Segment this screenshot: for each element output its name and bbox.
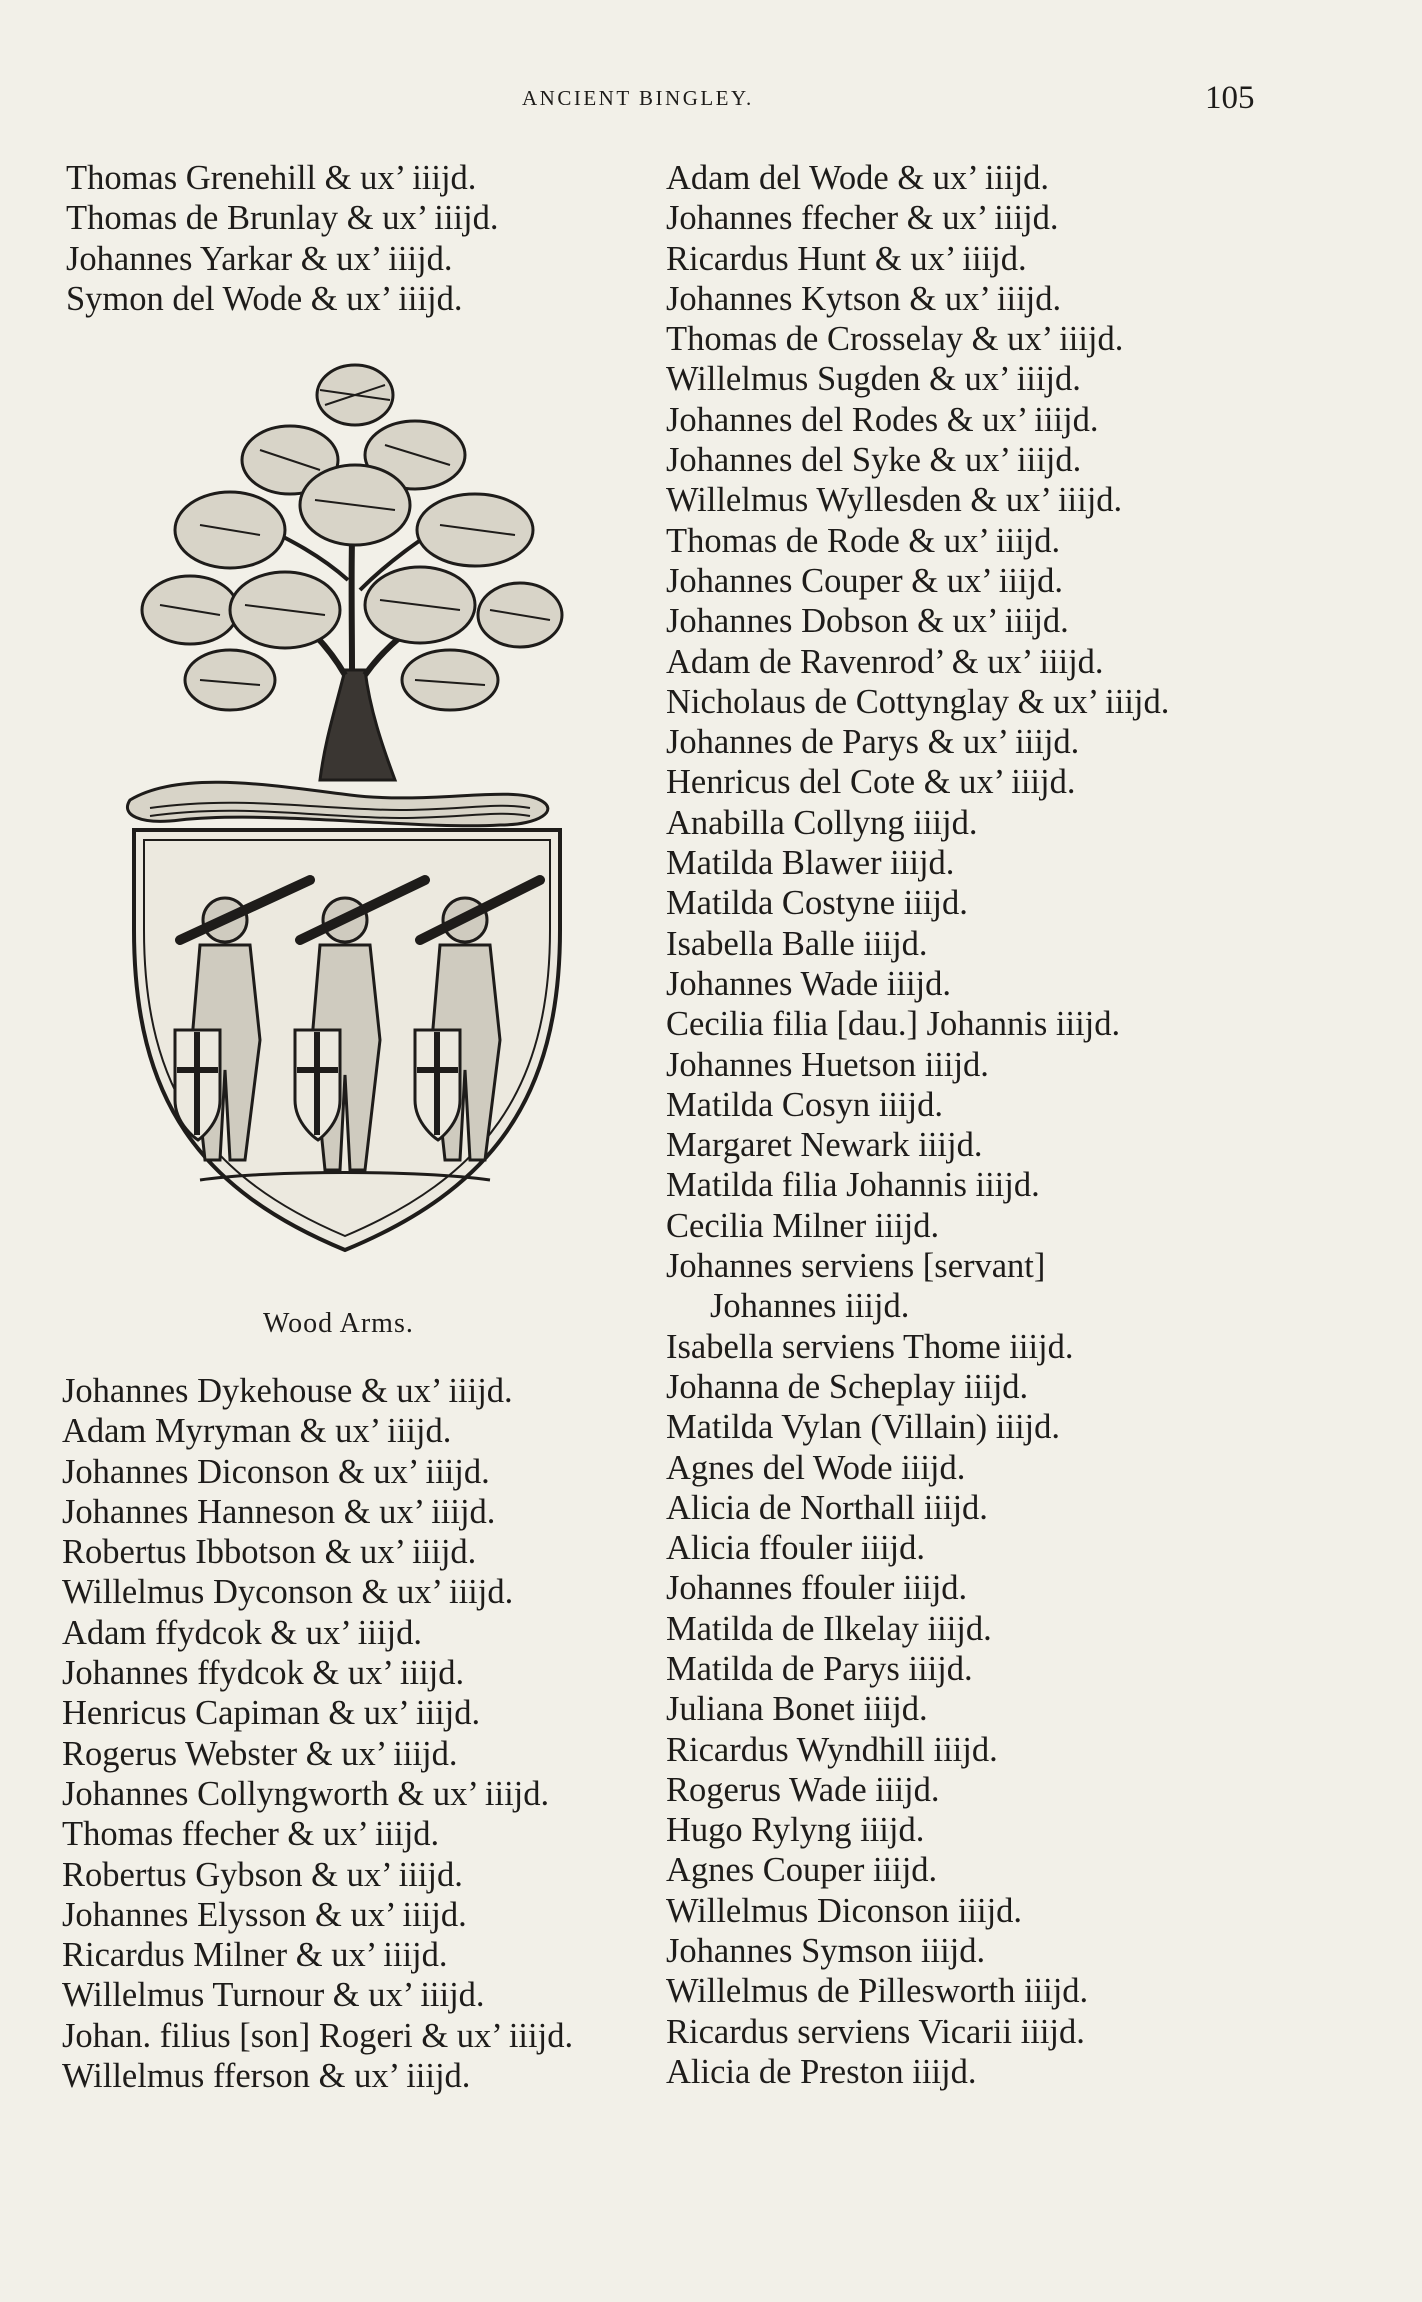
list-item: Matilda filia Johannis iiijd. (666, 1166, 1040, 1205)
list-item: Johannes Huetson iiijd. (666, 1045, 989, 1084)
list-item: Ricardus serviens Vicarii iiijd. (666, 2012, 1085, 2051)
list-item: Robertus Ibbotson & ux’ iiijd. (62, 1533, 477, 1572)
list-item: Johannes Elysson & ux’ iiijd. (62, 1895, 467, 1934)
list-item: Anabilla Collyng iiijd. (666, 803, 978, 842)
list-item: Isabella serviens Thome iiijd. (666, 1327, 1074, 1366)
list-item: Cecilia filia [dau.] Johannis iiijd. (666, 1005, 1121, 1044)
list-item: Johannes del Syke & ux’ iiijd. (666, 441, 1082, 480)
list-item: Matilda de Ilkelay iiijd. (666, 1609, 992, 1648)
list-item: Johannes de Parys & ux’ iiijd. (666, 723, 1080, 762)
list-item: Henricus del Cote & ux’ iiijd. (666, 763, 1076, 802)
list-item: Matilda de Parys iiijd. (666, 1649, 973, 1688)
figure-caption: Wood Arms. (263, 1308, 414, 1339)
running-title: ANCIENT BINGLEY. (522, 86, 754, 110)
page-number: 105 (1205, 80, 1255, 116)
list-item: Johannes Diconson & ux’ iiijd. (62, 1452, 490, 1491)
list-item: Thomas de Crosselay & ux’ iiijd. (666, 320, 1124, 359)
list-item: Johannes serviens [servant] (666, 1247, 1046, 1286)
list-item: Johannes Dobson & ux’ iiijd. (666, 602, 1069, 641)
list-item: Adam de Ravenrod’ & ux’ iiijd. (666, 642, 1104, 681)
coat-of-arms-illustration (120, 340, 590, 1350)
list-item: Johannes Hanneson & ux’ iiijd. (62, 1492, 496, 1531)
list-item: Matilda Blawer iiijd. (666, 844, 955, 883)
list-item: Ricardus Wyndhill iiijd. (666, 1730, 998, 1769)
list-item: Adam del Wode & ux’ iiijd. (666, 159, 1050, 197)
list-item: Ricardus Hunt & ux’ iiijd. (666, 239, 1027, 278)
list-item: Matilda Costyne iiijd. (666, 884, 968, 923)
list-item: Johannes ffecher & ux’ iiijd. (666, 199, 1059, 238)
list-item: Johannes iiijd. (710, 1287, 910, 1326)
list-item: Johannes Dykehouse & ux’ iiijd. (62, 1372, 513, 1410)
list-item: Ricardus Milner & ux’ iiijd. (62, 1936, 448, 1975)
list-item: Johannes Kytson & ux’ iiijd. (666, 279, 1062, 318)
tree-crest-icon (127, 365, 562, 826)
list-item: Johannes Symson iiijd. (666, 1932, 986, 1971)
list-item: Adam ffydcok & ux’ iiijd. (62, 1613, 422, 1652)
list-item: Willelmus de Pillesworth iiijd. (666, 1972, 1089, 2011)
list-item: Cecilia Milner iiijd. (666, 1206, 940, 1245)
list-item: Nicholaus de Cottynglay & ux’ iiijd. (666, 682, 1170, 721)
right-column-list (666, 158, 1169, 2092)
wood-arms-figure (120, 340, 590, 1350)
list-item: Thomas Grenehill & ux’ iiijd. (66, 159, 477, 197)
list-item: Margaret Newark iiijd. (666, 1126, 983, 1165)
page-header (0, 80, 1422, 120)
list-item: Johannes ffydcok & ux’ iiijd. (62, 1654, 465, 1693)
list-item: Johanna de Scheplay iiijd. (666, 1367, 1029, 1406)
list-item: Matilda Cosyn iiijd. (666, 1085, 943, 1124)
list-item: Johannes Yarkar & ux’ iiijd. (66, 239, 453, 278)
list-item: Willelmus Turnour & ux’ iiijd. (62, 1976, 485, 2015)
list-item: Johannes Collyngworth & ux’ iiijd. (62, 1774, 550, 1813)
list-item: Thomas ffecher & ux’ iiijd. (62, 1815, 440, 1854)
list-item: Willelmus Dyconson & ux’ iiijd. (62, 1573, 514, 1612)
list-item: Thomas de Brunlay & ux’ iiijd. (66, 199, 499, 238)
list-item: Adam Myryman & ux’ iiijd. (62, 1412, 452, 1451)
list-item: Willelmus Wyllesden & ux’ iiijd. (666, 481, 1123, 520)
wild-men-shield-icon (134, 830, 560, 1250)
list-item: Johannes ffouler iiijd. (666, 1569, 968, 1608)
list-item: Willelmus fferson & ux’ iiijd. (62, 2057, 471, 2096)
list-item: Robertus Gybson & ux’ iiijd. (62, 1855, 463, 1894)
list-item: Symon del Wode & ux’ iiijd. (66, 279, 463, 318)
list-item: Isabella Balle iiijd. (666, 924, 928, 963)
list-item: Johannes del Rodes & ux’ iiijd. (666, 400, 1099, 439)
left-column-top-list (66, 158, 498, 319)
list-item: Johan. filius [son] Rogeri & ux’ iiijd. (62, 2016, 574, 2055)
list-item: Alicia ffouler iiijd. (666, 1529, 926, 1568)
list-item: Johannes Couper & ux’ iiijd. (666, 561, 1064, 600)
list-item: Hugo Rylyng iiijd. (666, 1811, 925, 1850)
list-item: Rogerus Webster & ux’ iiijd. (62, 1734, 458, 1773)
list-item: Henricus Capiman & ux’ iiijd. (62, 1694, 481, 1733)
list-item: Johannes Wade iiijd. (666, 964, 951, 1003)
list-item: Alicia de Preston iiijd. (666, 2052, 977, 2091)
list-item: Willelmus Sugden & ux’ iiijd. (666, 360, 1081, 399)
list-item: Agnes Couper iiijd. (666, 1851, 938, 1890)
list-item: Alicia de Northall iiijd. (666, 1488, 988, 1527)
left-column-bottom-list (62, 1371, 573, 2096)
list-item: Thomas de Rode & ux’ iiijd. (666, 521, 1061, 560)
list-item: Willelmus Diconson iiijd. (666, 1891, 1023, 1930)
list-item: Rogerus Wade iiijd. (666, 1770, 940, 1809)
list-item: Agnes del Wode iiijd. (666, 1448, 966, 1487)
list-item: Juliana Bonet iiijd. (666, 1690, 928, 1729)
list-item: Matilda Vylan (Villain) iiijd. (666, 1408, 1060, 1447)
